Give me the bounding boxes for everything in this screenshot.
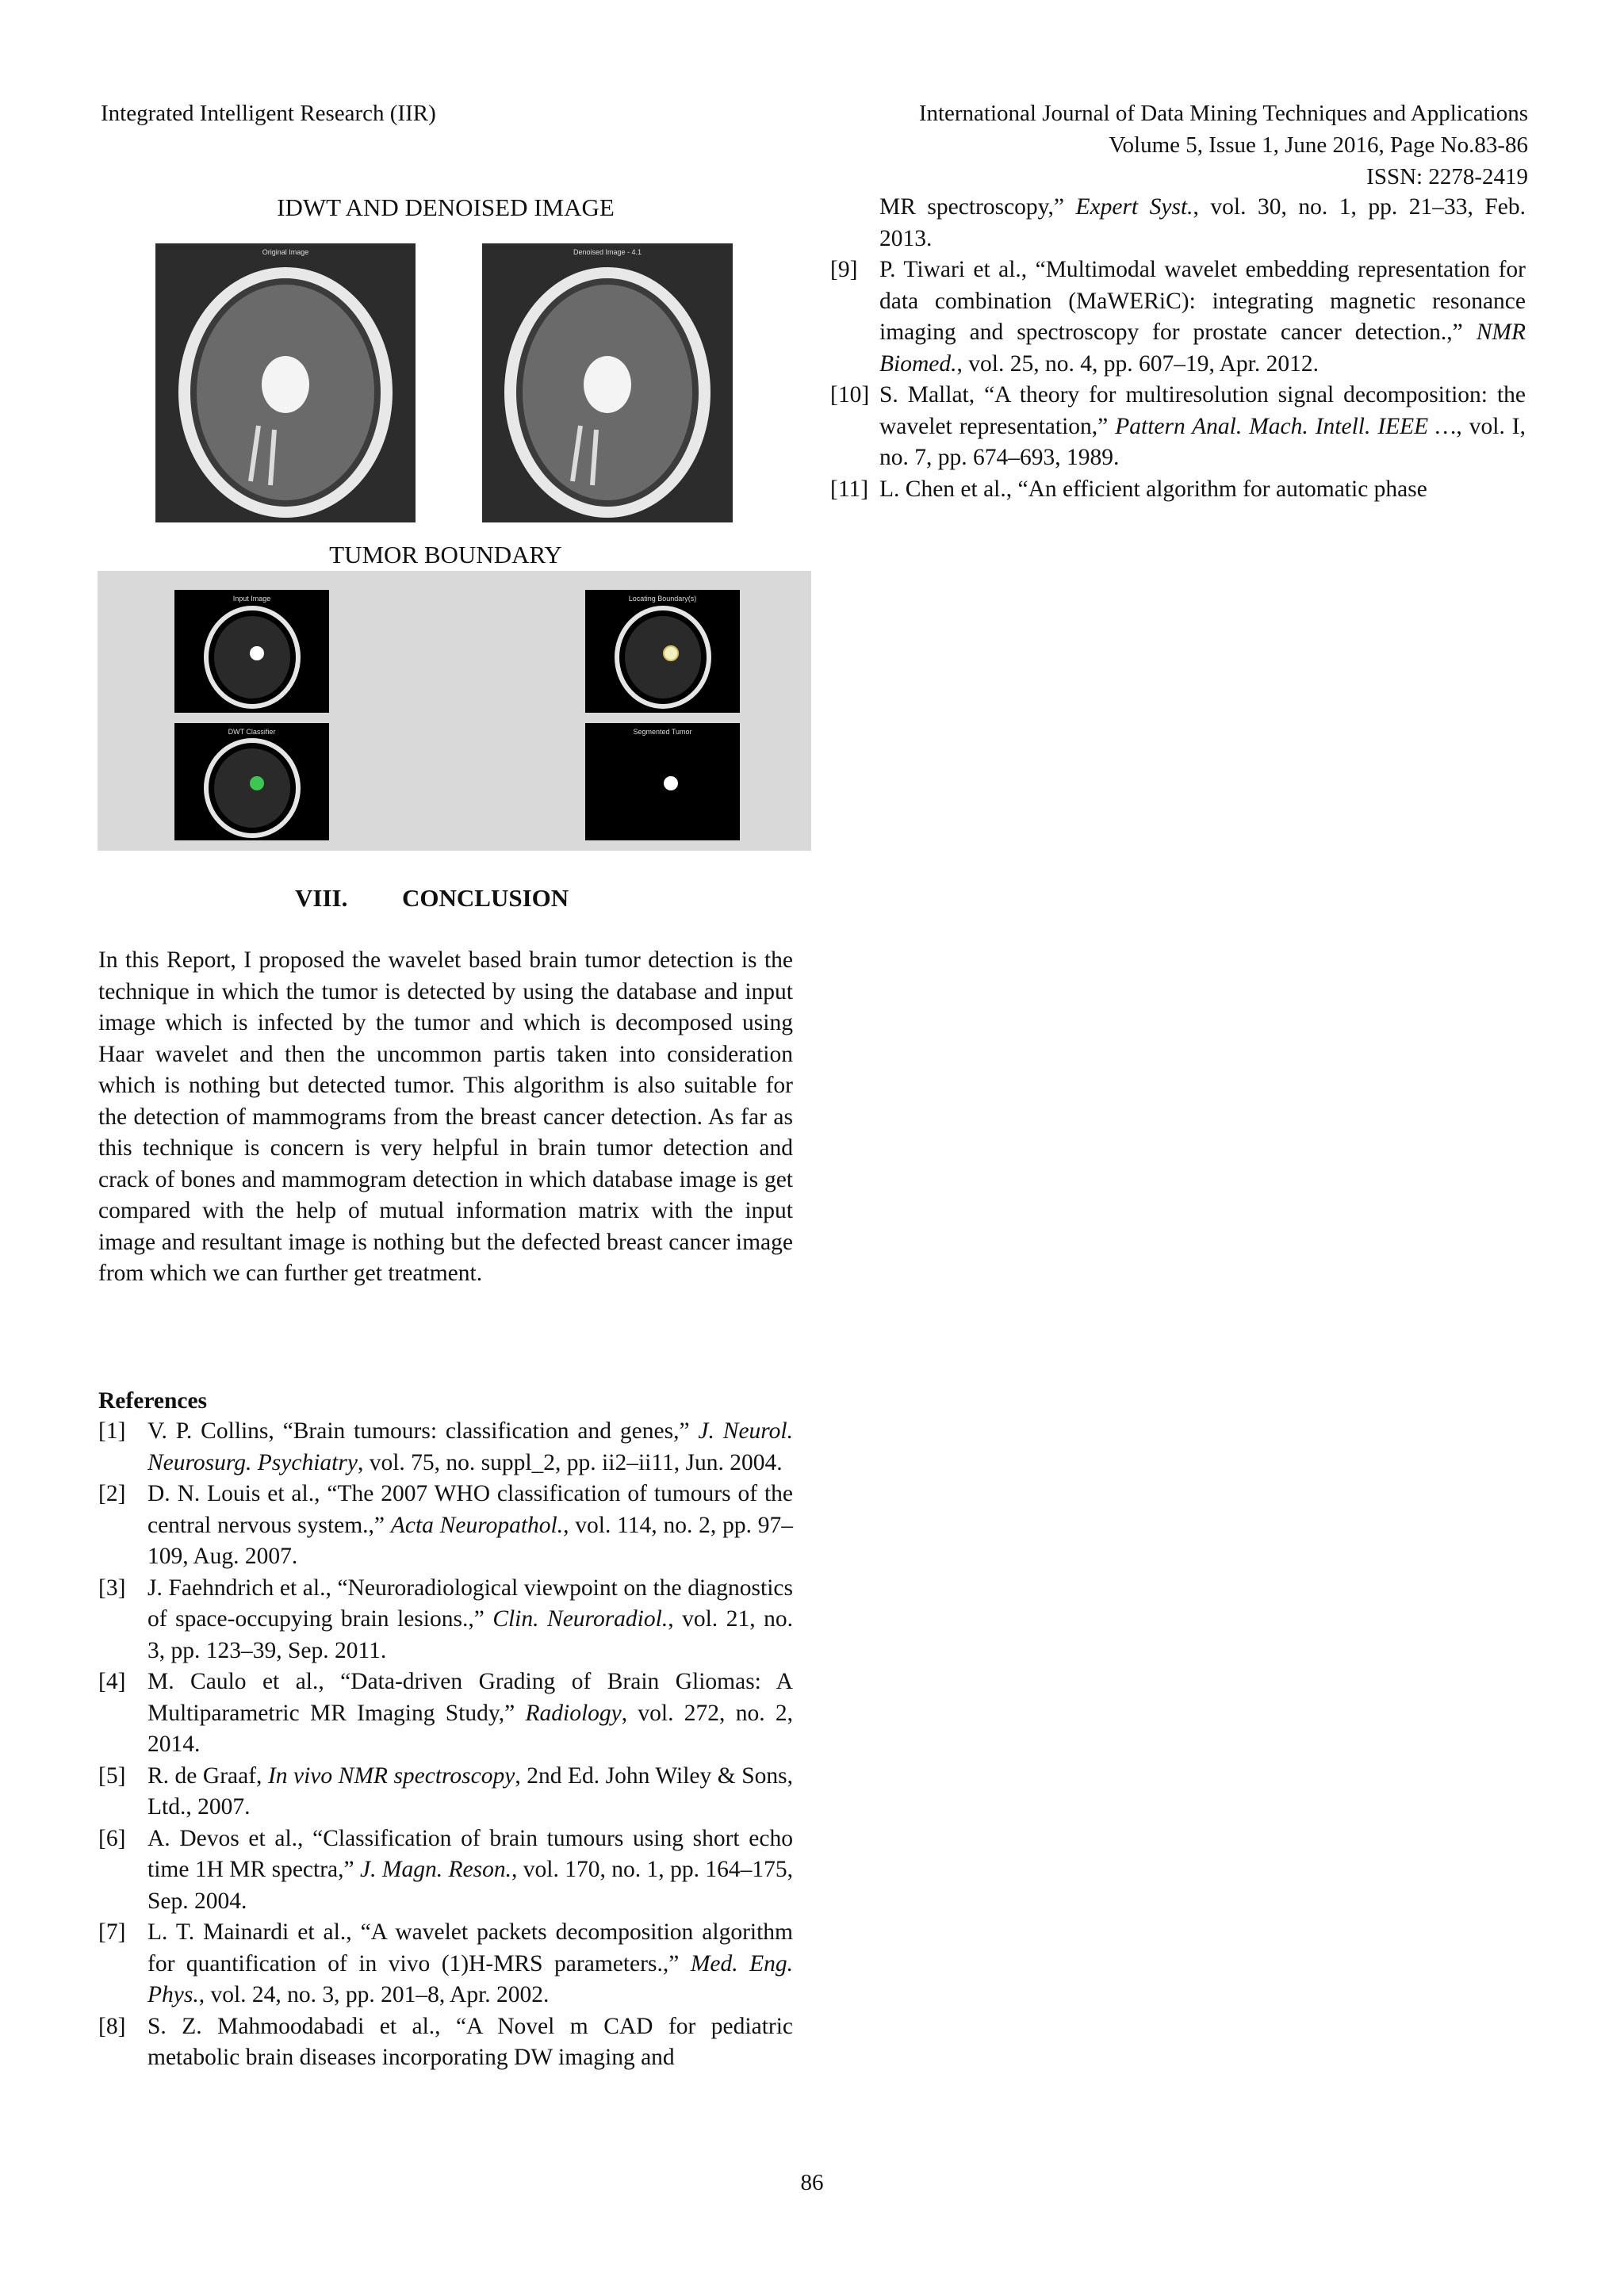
reference-number: [1] bbox=[98, 1418, 126, 1444]
reference-source: In vivo NMR spectroscopy bbox=[267, 1762, 515, 1789]
section-title: CONCLUSION bbox=[402, 884, 569, 912]
reference-source: Acta Neuropathol. bbox=[390, 1512, 564, 1538]
reference-number: [10] bbox=[830, 382, 870, 408]
input-image bbox=[174, 590, 329, 713]
references-right bbox=[830, 192, 1526, 505]
conclusion-paragraph: In this Report, I proposed the wavelet based brain tumor detection is the technique in which the tumor is detected by using the database and input image which is infected by the tumor and which is decomposed using Haar wavelet and then the uncommon partis taken into consideration which is nothing but detected tumor. This algorithm is also suitable for the detection of mammograms from the breast cancer detection. As far as this technique is concern is very helpful in brain tumor detection and crack of bones and mammogram detection in which database image is get compared with the help of mutual information matrix with the input image and resultant image is nothing but the defected breast cancer image from which we can further get treatment. bbox=[98, 947, 793, 1286]
reference-text: L. Chen et al., “An efficient algorithm for automatic phase bbox=[879, 476, 1427, 502]
input-image-scan bbox=[174, 590, 329, 713]
segmented-tumor-scan bbox=[585, 723, 740, 840]
reference-source: NMR Biomed. bbox=[879, 320, 1526, 377]
reference-item bbox=[830, 254, 1526, 380]
reference-source: Radiology bbox=[525, 1700, 622, 1726]
denoised-image-title: Denoised Image - 4.1 bbox=[573, 248, 642, 256]
references-left bbox=[98, 1416, 793, 2074]
reference-source: Clin. Neuroradiol. bbox=[492, 1606, 668, 1632]
reference-text: R. de Graaf, bbox=[147, 1762, 268, 1789]
reference-details: , vol. I, no. 7, pp. 674–693, 1989. bbox=[879, 413, 1526, 470]
reference-number: [11] bbox=[830, 476, 869, 502]
dwt-classifier-title: DWT Classifier bbox=[228, 728, 276, 736]
references-heading: References bbox=[98, 1388, 208, 1414]
reference-source: Med. Eng. Phys. bbox=[147, 1950, 794, 2007]
reference-text: MR spectroscopy,” bbox=[879, 194, 1076, 220]
reference-text: P. Tiwari et al., “Multimodal wavelet embedding representation for data combination (MaWERiC): integrating magnetic resonance imaging and spectroscopy for prostate cancer detection.,” bbox=[879, 257, 1526, 345]
reference-details: , 2nd Ed. John Wiley & Sons, Ltd., 2007. bbox=[147, 1762, 793, 1820]
reference-details: , vol. 25, no. 4, pp. 607–19, Apr. 2012. bbox=[956, 350, 1319, 377]
reference-details: , vol. 114, no. 2, pp. 97–109, Aug. 2007. bbox=[147, 1512, 793, 1569]
reference-text: L. T. Mainardi et al., “A wavelet packets decomposition algorithm for quantification of in vivo (1)H-MRS parameters.,” bbox=[147, 1919, 793, 1976]
reference-text: V. P. Collins, “Brain tumours: classification and genes,” bbox=[147, 1418, 699, 1444]
figure1-caption: IDWT AND DENOISED IMAGE bbox=[277, 193, 615, 221]
reference-text: A. Devos et al., “Classification of brain tumours using short echo time 1H MR spectra,” bbox=[147, 1825, 793, 1882]
original-image-title: Original Image bbox=[262, 248, 309, 256]
reference-item bbox=[98, 1573, 793, 1667]
reference-text: M. Caulo et al., “Data-driven Grading of Brain Gliomas: A Multiparametric MR Imaging Study,” bbox=[147, 1669, 793, 1726]
reference-item bbox=[98, 1667, 793, 1761]
reference-item bbox=[98, 1416, 793, 1479]
brain-scan-denoised bbox=[482, 243, 733, 522]
section-number: VIII. bbox=[295, 884, 348, 912]
locating-boundary-scan bbox=[585, 590, 740, 713]
reference-details: , vol. 75, no. suppl_2, pp. ii2–ii11, Jun. 2004. bbox=[357, 1449, 783, 1475]
header-left: Integrated Intelligent Research (IIR) bbox=[101, 101, 436, 126]
reference-item bbox=[830, 474, 1526, 506]
reference-details: , vol. 272, no. 2, 2014. bbox=[147, 1700, 793, 1757]
figure2-caption: TUMOR BOUNDARY bbox=[329, 541, 562, 568]
reference-source: Expert Syst. bbox=[1075, 194, 1193, 220]
reference-text: S. Z. Mahmoodabadi et al., “A Novel m CAD for pediatric metabolic brain diseases incorporating DW imaging and bbox=[147, 2013, 793, 2070]
journal-issn: ISSN: 2278-2419 bbox=[1366, 164, 1528, 189]
reference-details: , vol. 170, no. 1, pp. 164–175, Sep. 2004. bbox=[147, 1857, 793, 1914]
input-image-title: Input Image bbox=[232, 595, 271, 603]
brain-scan-original bbox=[155, 243, 416, 522]
reference-details: , vol. 24, no. 3, pp. 201–8, Apr. 2002. bbox=[198, 1982, 550, 2007]
reference-number: [9] bbox=[830, 257, 858, 282]
locating-boundary-image bbox=[585, 590, 740, 713]
segmented-tumor-title: Segmented Tumor bbox=[633, 728, 692, 736]
reference-item bbox=[830, 380, 1526, 474]
reference-item bbox=[98, 1761, 793, 1823]
original-image bbox=[155, 243, 416, 522]
reference-source: J. Neurol. Neurosurg. Psychiatry bbox=[147, 1418, 793, 1475]
reference-text: J. Faehndrich et al., “Neuroradiological viewpoint on the diagnostics of space-occupying brain lesions.,” bbox=[147, 1575, 793, 1632]
reference-number: [4] bbox=[98, 1669, 126, 1694]
reference-details: , vol. 21, no. 3, pp. 123–39, Sep. 2011. bbox=[147, 1606, 793, 1663]
journal-title: International Journal of Data Mining Techniques and Applications bbox=[918, 101, 1528, 126]
reference-number: [5] bbox=[98, 1762, 126, 1789]
header-right bbox=[919, 98, 1528, 193]
figure2 bbox=[98, 571, 811, 851]
reference-item bbox=[98, 1823, 793, 1918]
reference-number: [6] bbox=[98, 1825, 126, 1851]
segmented-tumor-image bbox=[585, 723, 740, 840]
journal-volume: Volume 5, Issue 1, June 2016, Page No.83-86 bbox=[1109, 132, 1528, 158]
reference-details: , vol. 30, no. 1, pp. 21–33, Feb. 2013. bbox=[879, 194, 1526, 251]
reference-text: S. Mallat, “A theory for multiresolution signal decomposition: the wavelet representation,” bbox=[879, 382, 1526, 439]
reference-source: Pattern Anal. Mach. Intell. IEEE … bbox=[1115, 413, 1457, 439]
denoised-image bbox=[482, 243, 733, 522]
figure1 bbox=[155, 243, 733, 522]
reference-item bbox=[98, 1917, 793, 2011]
reference-item bbox=[98, 1479, 793, 1573]
reference-number: [7] bbox=[98, 1919, 126, 1945]
dwt-classifier-image bbox=[174, 723, 329, 840]
reference-source: J. Magn. Reson. bbox=[360, 1857, 511, 1882]
dwt-classifier-scan bbox=[174, 723, 329, 840]
reference-item bbox=[98, 2011, 793, 2074]
reference-item-continued bbox=[830, 192, 1526, 254]
reference-number: [2] bbox=[98, 1481, 126, 1506]
locating-boundary-title: Locating Boundary(s) bbox=[628, 595, 697, 603]
reference-text: D. N. Louis et al., “The 2007 WHO classification of tumours of the central nervous system.,” bbox=[147, 1481, 793, 1538]
reference-number: [3] bbox=[98, 1575, 126, 1601]
reference-number: [8] bbox=[98, 2013, 126, 2039]
page-number: 86 bbox=[800, 2170, 824, 2195]
